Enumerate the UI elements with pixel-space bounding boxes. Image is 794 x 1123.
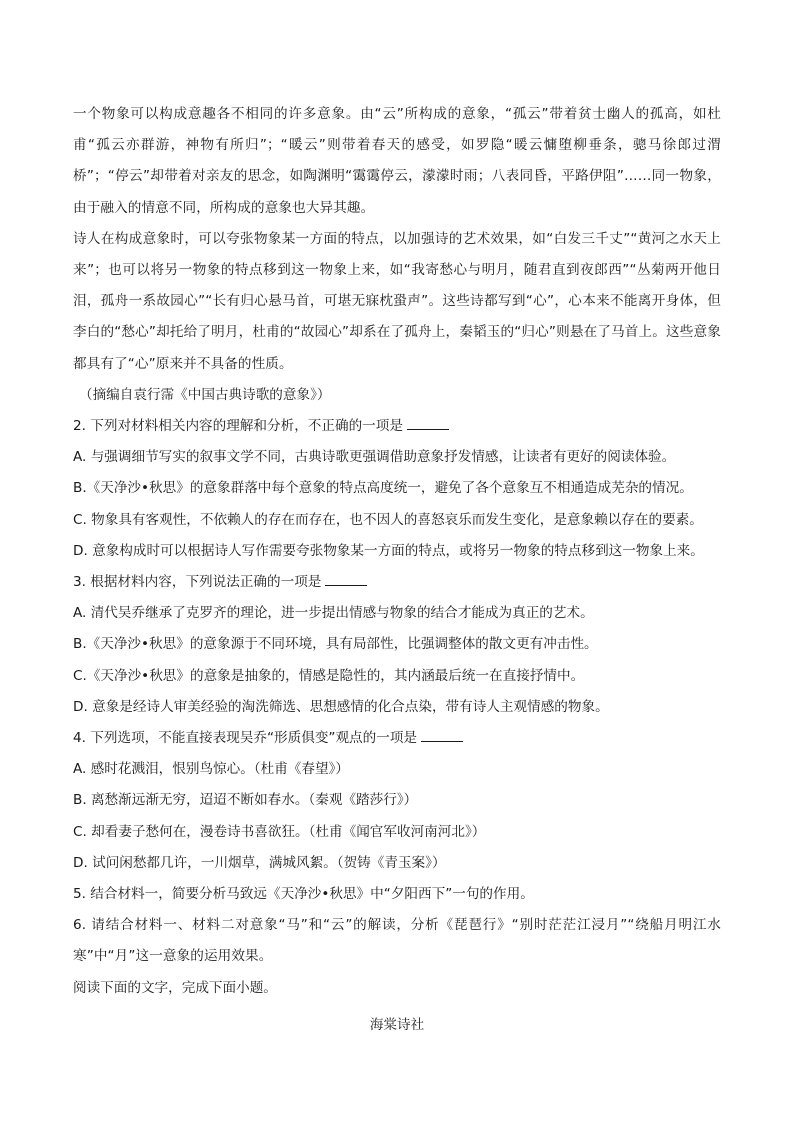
source-citation: （摘编自袁行霈《中国古典诗歌的意象》） <box>79 386 331 403</box>
option-d: D. 意象构成时可以根据诗人写作需要夸张物象某一方面的特点，或将另一物象的特点移到这一物象上来。 <box>73 542 704 559</box>
question-stem <box>73 567 721 598</box>
option-a: A. 清代吴乔继承了克罗齐的理论，进一步提出情感与物象的结合才能成为真正的艺术。 <box>73 605 594 622</box>
question-stem-text: 4. 下列选项，不能直接表现吴乔“形质俱变”观点的一项是 <box>73 730 418 747</box>
option-d: D. 试问闲愁都几许，一川烟草，满城风絮。（贺铸《青玉案》） <box>73 854 446 871</box>
option-c: C. 物象具有客观性，不依赖人的存在而存在，也不因人的喜怒哀乐而发生变化，是意象赖以存在的要素。 <box>73 511 703 528</box>
question-stem <box>73 411 721 442</box>
option-b: B.《天净沙•秋思》的意象群落中每个意象的特点高度统一，避免了各个意象互不相通造成芜杂的情况。 <box>73 480 693 497</box>
option-c: C. 却看妻子愁何在，漫卷诗书喜欲狂。（杜甫《闻官军收河南河北》） <box>73 823 486 840</box>
answer-blank[interactable] <box>325 571 367 586</box>
question-stem-text: 2. 下列对材料相关内容的理解和分析，不正确的一项是 <box>73 418 403 435</box>
option-d: D. 意象是经诗人审美经验的淘洗筛选、思想感情的化合点染，带有诗人主观情感的物象。 <box>73 698 609 715</box>
question-6: 6. 请结合材料一、材料二对意象“马”和“云”的解读，分析《琵琶行》“别时茫茫江浸月”“绕船月明江水寒”中“月”这一意象的运用效果。 <box>73 917 721 965</box>
question-5: 5. 结合材料一，简要分析马致远《天净沙•秋思》中“夕阳西下”一句的作用。 <box>73 886 534 903</box>
question-2 <box>73 411 721 567</box>
option-b: B.《天净沙•秋思》的意象源于不同环境，具有局部性，比强调整体的散文更有冲击性。 <box>73 636 598 653</box>
document-body <box>73 99 721 1041</box>
section-title: 海棠诗社 <box>369 1016 425 1033</box>
question-stem <box>73 723 721 754</box>
reading-instruction: 阅读下面的文字，完成下面小题。 <box>73 979 277 996</box>
question-4 <box>73 723 721 879</box>
question-stem-text: 3. 根据材料内容，下列说法正确的一项是 <box>73 574 322 591</box>
option-a: A. 与强调细节写实的叙事文学不同，古典诗歌更强调借助意象抒发情感，让读者有更好的阅读体验。 <box>73 449 676 466</box>
option-a: A. 感时花溅泪，恨别鸟惊心。（杜甫《春望》） <box>73 761 349 778</box>
paragraph-imagery-cloud: 一个物象可以构成意趣各不相同的许多意象。由“云”所构成的意象，“孤云”带着贫士幽人的孤高，如杜甫“孤云亦群游，神物有所归”；“暖云”则带着春天的感受，如罗隐“暖云慵堕柳垂条，骢马徐郎过渭桥”；“停云”却带着对亲友的思念，如陶渊明“霭霭停云，濛濛时雨；八表同昏，平路伊阻”……同一物象，由于融入的情意不同，所构成的意象也大异其趣。 <box>73 106 721 216</box>
answer-blank[interactable] <box>407 415 449 430</box>
answer-blank[interactable] <box>421 727 463 742</box>
option-b: B. 离愁渐远渐无穷，迢迢不断如春水。（秦观《踏莎行》） <box>73 792 418 809</box>
paragraph-imagery-heart: 诗人在构成意象时，可以夸张物象某一方面的特点，以加强诗的艺术效果，如“白发三千丈”“黄河之水天上来”；也可以将另一物象的特点移到这一物象上来，如“我寄愁心与明月，随君直到夜郎西”“丛菊两开他日泪，孤舟一系故园心”“长有归心悬马首，可堪无寐枕蛩声”。这些诗都写到“心”，心本来不能离开身体，但李白的“愁心”却托给了明月，杜甫的“故园心”却系在了孤舟上，秦韬玉的“归心”则悬在了马首上。这些意象都具有了“心”原来并不具备的性质。 <box>73 230 721 372</box>
option-c: C.《天净沙•秋思》的意象是抽象的，情感是隐性的，其内涵最后统一在直接抒情中。 <box>73 667 585 684</box>
question-3 <box>73 567 721 723</box>
